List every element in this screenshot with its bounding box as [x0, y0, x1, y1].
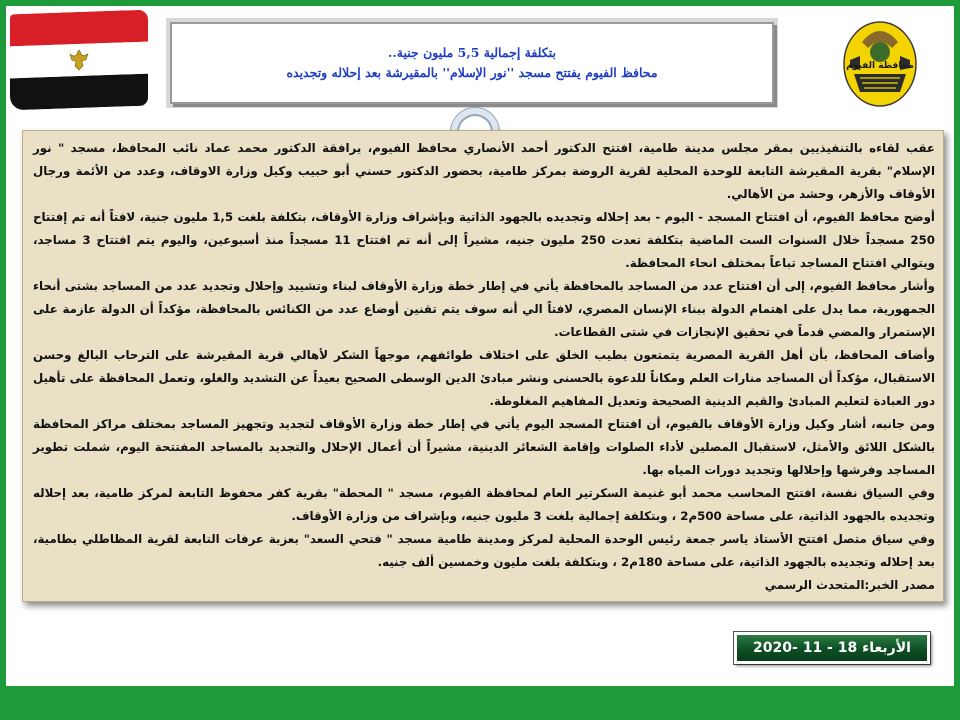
date-label: الأربعاء 18 - 11 -2020 — [753, 640, 911, 656]
fayoum-governorate-logo-icon — [830, 12, 930, 112]
article-body — [22, 130, 944, 602]
article-paragraph: وأشار محافظ الفيوم، إلى أن افتتاح عدد من المساجد بالمحافظة يأتي في إطار خطة وزارة الأوقاف لبناء وتشييد وإحلال وتجديد عدد من المساجد بشتى أنحاء الجمهورية، مما يدل على اهتمام الدولة ببناء الإنسان المصري، لافتاً الي أنه سوف يتم تقنين أوضاع عدد من الكنائس بالمحافظة، مؤكداً أن الدولة عازمة على الإستمرار والمضي قدماً في تحقيق الإنجازات في شتى القطاعات. — [33, 279, 935, 339]
article-source: مصدر الخبر:المتحدث الرسمي — [764, 578, 935, 592]
article-paragraph: وفي سياق متصل افتتح الأستاذ ياسر جمعة رئيس الوحدة المحلية لمركز ومدينة طامية مسجد " فتحي السعد" بعزبة عرفات التابعة لقرية المظاطلي بطامية، بعد إحلاله وتجديده بالجهود الذاتية، على مساحة 180م2 ، وبتكلفة بلغت مليون وخمسين ألف جنيه. — [33, 532, 935, 569]
headline-line-2: محافظ الفيوم يفتتح مسجد ''نور الإسلام'' بالمقيرشة بعد إحلاله وتجديده — [286, 65, 658, 80]
egypt-flag — [10, 10, 148, 111]
article-paragraph: وفي السياق نفسة، افتتح المحاسب محمد أبو غنيمة السكرتير العام لمحافظة الفيوم، مسجد " المحطة" بقرية كفر محفوظ التابعة لمركز طامية، بعد إحلاله وتجديده بالجهود الذاتية، على مساحة 500م2 ، وبتكلفة إجمالية بلغت 3 مليون جنيه، وبإشراف من وزارة الأوقاف. — [33, 486, 935, 523]
date-badge — [734, 632, 930, 664]
eagle-icon — [68, 48, 90, 73]
headline-box — [170, 22, 774, 104]
article-paragraph: عقب لقاءه بالتنفيذيين بمقر مجلس مدينة طامية، افتتح الدكتور أحمد الأنصاري محافظ الفيوم، يرافقة الدكتور محمد عماد نائب المحافظ، مسجد " نور الإسلام" بقرية المقيرشة التابعة للوحدة المحلية لقرية الروضة بمركز طامية، بحضور الدكتور حسني أبو حبيب وكيل وزارة الاوقاف، وعدد من الأئمة ورجال الأوقاف والأزهر، وحشد من الأهالي. — [33, 141, 935, 201]
footer-bar — [6, 686, 954, 714]
article-paragraph: أوضح محافظ الفيوم، أن افتتاح المسجد - اليوم - بعد إحلاله وتجديده بالجهود الذاتية وبإشراف وزارة الأوقاف، بتكلفة بلغت 1,5 مليون جنية، لافتاً أنه تم إفتتاح 250 مسجداً خلال السنوات الست الماضية بتكلفة تعدت 250 مليون جنيه، مشيراً إلى أنه تم افتتاح 11 مسجداً منذ أسبوعين، واليوم يتم افتتاح 3 مساجد، ويتوالي افتتاح المساجد تباعاً بمختلف انحاء المحافظة. — [33, 210, 935, 270]
logo-text: محافظة الفيوم — [846, 61, 914, 71]
headline-line-1: بتكلفة إجمالية 5,5 مليون جنية.. — [388, 45, 556, 60]
article-paragraph: ومن جانبه، أشار وكيل وزارة الأوقاف بالفيوم، أن افتتاح المسجد اليوم يأتي في إطار خطة وزارة الأوقاف لتجديد وتجهيز المساجد بمختلف مراكز المحافظة بالشكل اللائق والأمثل، لاستقبال المصلين لأداء الصلوات وإقامة الشعائر الدينية، مشيراً أن أعمال الإحلال والتجديد بالمساجد المفتتحة اليوم، شملت تطوير المساجد وفرشها وإحلالها وتجديد دورات المياه بها. — [33, 417, 935, 477]
article-paragraph: وأضاف المحافظ، بأن أهل القرية المصرية يتمتعون بطيب الخلق على اختلاف طوائفهم، موجهاً الشكر لأهالي قرية المقيرشة على الترحاب البالغ وحسن الاستقبال، مؤكداً أن المساجد منارات العلم ومكاناً للدعوة بالحسنى ونشر مبادئ الدين الوسطى الصحيح بعيداً عن التشديد والغلو، وتعمل المحافظة على تأهيل دور العبادة لتعليم المبادئ والقيم الدينية الصحيحة وتعديل المفاهيم المغلوطة. — [33, 348, 935, 408]
